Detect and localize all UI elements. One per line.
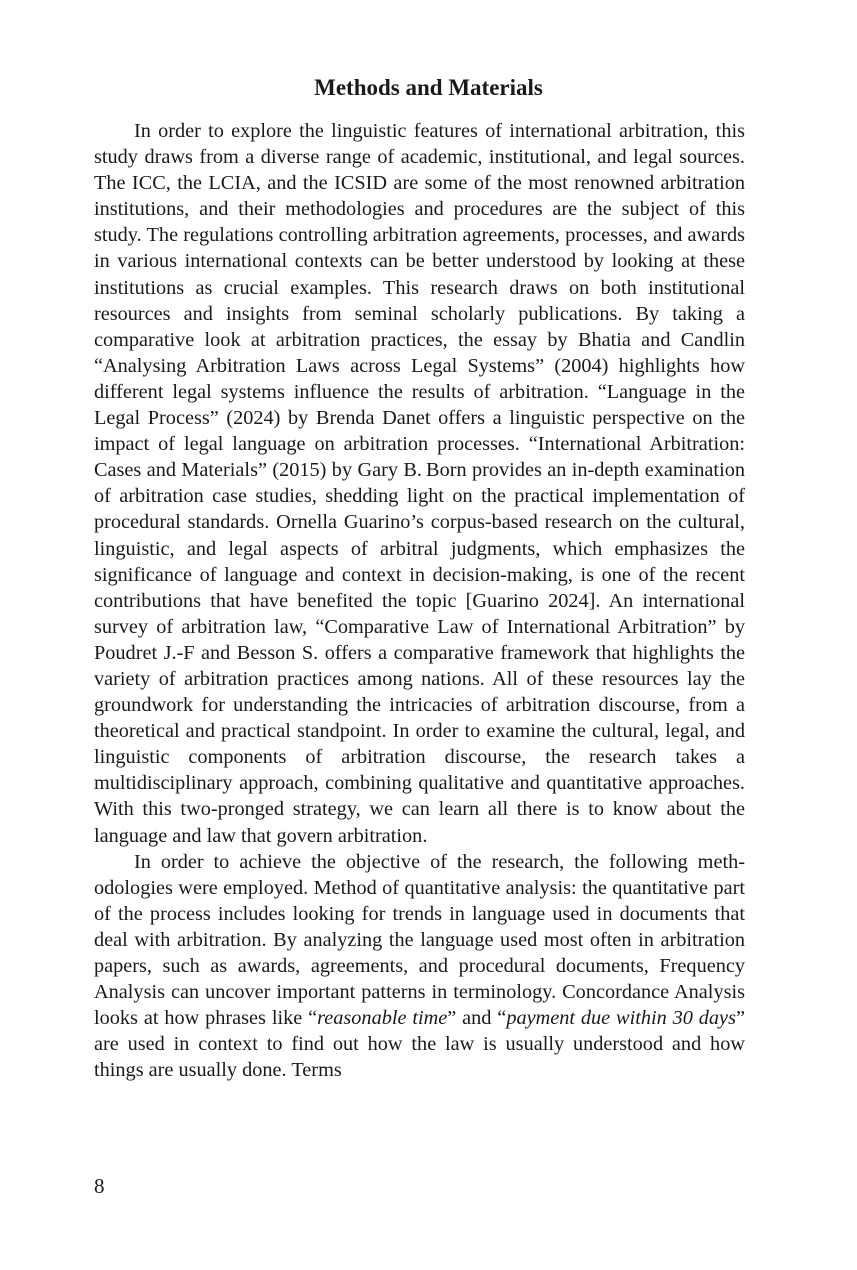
paragraph-2: [94, 849, 745, 1084]
page-number: 8: [94, 1174, 105, 1198]
paragraph-1: In order to explore the linguistic features of international arbitration, this study draws from a diverse range of academic, institutional, and legal sources. The ICC, the LCIA, and the ICSID are some of the most renowned arbitration institutions, and their methodologies and procedures are the subject of this study. The regulations controlling arbitration agreements, processes, and awards in various international contexts can be better understood by looking at these institutions as crucial examples. This research draws on both institutional resources and insights from seminal scholarly publications. By taking a comparative look at arbitration practices, the essay by Bhatia and Candlin “Analysing Arbitration Laws across Legal Systems” (2004) highlights how different legal systems influence the results of arbitration. “Language in the Legal Process” (2024) by Brenda Danet offers a linguistic perspective on the impact of legal language on arbitration processes. “International Arbitration: Cases and Materials” (2015) by Gary B. Born provides an in-depth examination of arbitration case studies, shedding light on the practical implementation of procedural standards. Ornella Guarino’s corpus-based research on the cultural, linguistic, and legal aspects of arbitral judgments, which emphasizes the significance of language and context in decision-making, is one of the recent contributions that have benefited the topic [Guarino 2024]. An international survey of arbitration law, “Comparative Law of International Arbitration” by Poudret J.-F and Besson S. offers a comparative framework that highlights the variety of arbitration practices among nations. All of these resources lay the groundwork for understanding the intricacies of arbitration discourse, from a theoretical and practical standpoint. In order to examine the cultural, legal, and linguistic components of arbitration discourse, the research takes a multidisciplinary approach, combining qualitative and quantitative approaches. With this two-pronged strategy, we can learn all there is to know about the language and law that govern arbitration.: [94, 120, 745, 847]
paragraph-2-text-after: ” are used in context to find out how the law is usually understood and how things are usually done. Terms: [94, 1007, 745, 1082]
body-text: [94, 118, 745, 1083]
paragraph-2-italic-phrase-1: reasonable time: [317, 1007, 448, 1030]
paragraph-2-text-middle: ” and “: [447, 1007, 507, 1030]
paragraph-2-text-before: In order to achieve the objective of the research, the following methodologies were employed. Method of quantitative analysis: the quantitative part of the process includes looking for trends in language used in documents that deal with arbitration. By analyzing the language used most often in arbitration papers, such as awards, agreements, and procedural documents, Frequency Analysis can uncover important patterns in terminology. Concordance Analysis looks at how phrases like “: [94, 850, 745, 1030]
section-heading: Methods and Materials: [314, 75, 543, 100]
paragraph-2-italic-phrase-2: payment due within 30 days: [506, 1007, 736, 1030]
